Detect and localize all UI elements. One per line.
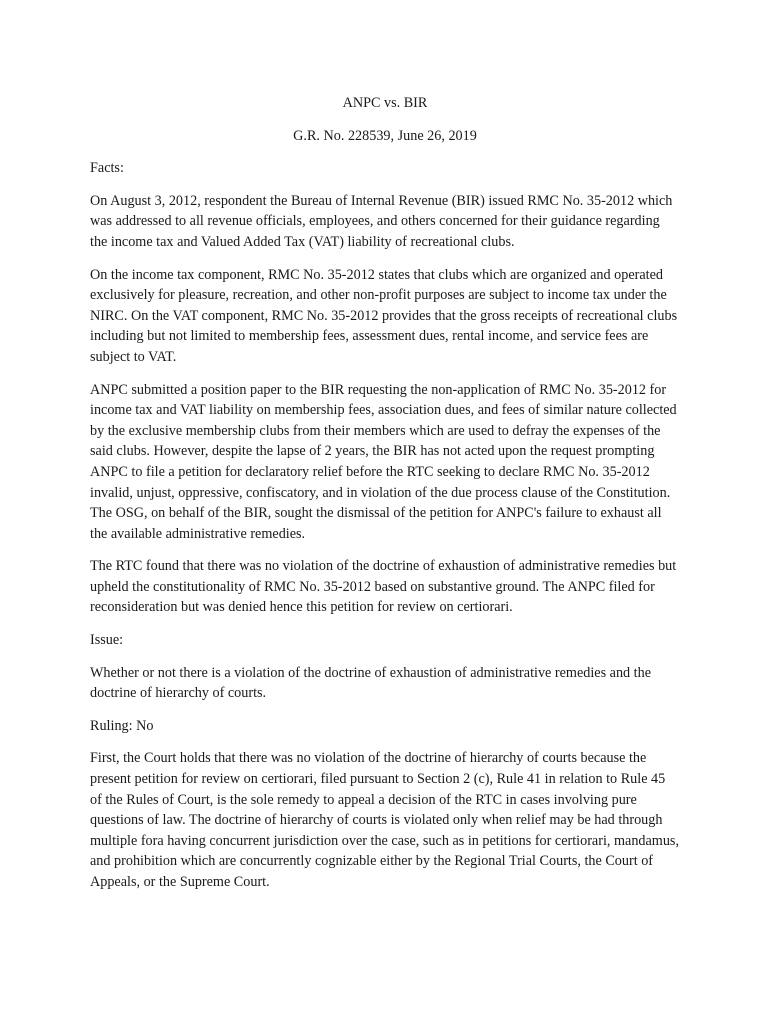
issue-heading: Issue: [90, 632, 124, 649]
case-number: G.R. No. 228539, June 26, 2019 [293, 127, 477, 144]
facts-paragraph-4: The RTC found that there was no violation of the doctrine of exhaustion of administrative remedies but upheld the constitutionality of RMC No. 35-2012 based on substantive ground. The ANPC filed for reconsideration but was denied hence this petition for review on certiorari. [90, 558, 677, 616]
document-title: ANPC vs. BIR [342, 95, 428, 111]
ruling-heading: Ruling: No [90, 717, 154, 734]
facts-paragraph-2: On the income tax component, RMC No. 35-2012 states that clubs which are organized and operated exclusively for pleasure, recreation, and other non-profit purposes are subject to income tax under the NIRC. On the VAT component, RMC No. 35-2012 provides that the gross receipts of recreational clubs including but not limited to membership fees, assessment dues, rental income, and service fees are subject to VAT. [90, 266, 678, 365]
facts-paragraph-1: On August 3, 2012, respondent the Bureau of Internal Revenue (BIR) issued RMC No. 35-2012 which was addressed to all revenue officials, employees, and others concerned for their guidance regarding the income tax and Valued Added Tax (VAT) liability of recreational clubs. [90, 192, 673, 250]
document-body [90, 93, 680, 905]
facts-paragraph-3: ANPC submitted a position paper to the BIR requesting the non-application of RMC No. 35-2012 for income tax and VAT liability on membership fees, association dues, and fees of similar nature collected by the exclusive membership clubs from their members which are used to defray the expenses of the said clubs. However, despite the lapse of 2 years, the BIR has not acted upon the request prompting ANPC to file a petition for declaratory relief before the RTC seeking to declare RMC No. 35-2012 invalid, unjust, oppressive, confiscatory, and in violation of the due process clause of the Constitution. The OSG, on behalf of the BIR, sought the dismissal of the petition for ANPC's failure to exhaust all the available administrative remedies. [90, 381, 677, 542]
issue-paragraph: Whether or not there is a violation of the doctrine of exhaustion of administrative remedies and the doctrine of hierarchy of courts. [90, 664, 652, 702]
ruling-paragraph: First, the Court holds that there was no violation of the doctrine of hierarchy of courts because the present petition for review on certiorari, filed pursuant to Section 2 (c), Rule 41 in relation to Rule 45 of the Rules of Court, is the sole remedy to appeal a decision of the RTC in cases involving pure questions of law. The doctrine of hierarchy of courts is violated only when relief may be had through multiple fora having concurrent jurisdiction over the case, such as in petitions for certiorari, mandamus, and prohibition which are concurrently cognizable either by the Regional Trial Courts, the Court of Appeals, or the Supreme Court. [90, 750, 679, 890]
facts-heading: Facts: [90, 160, 124, 177]
